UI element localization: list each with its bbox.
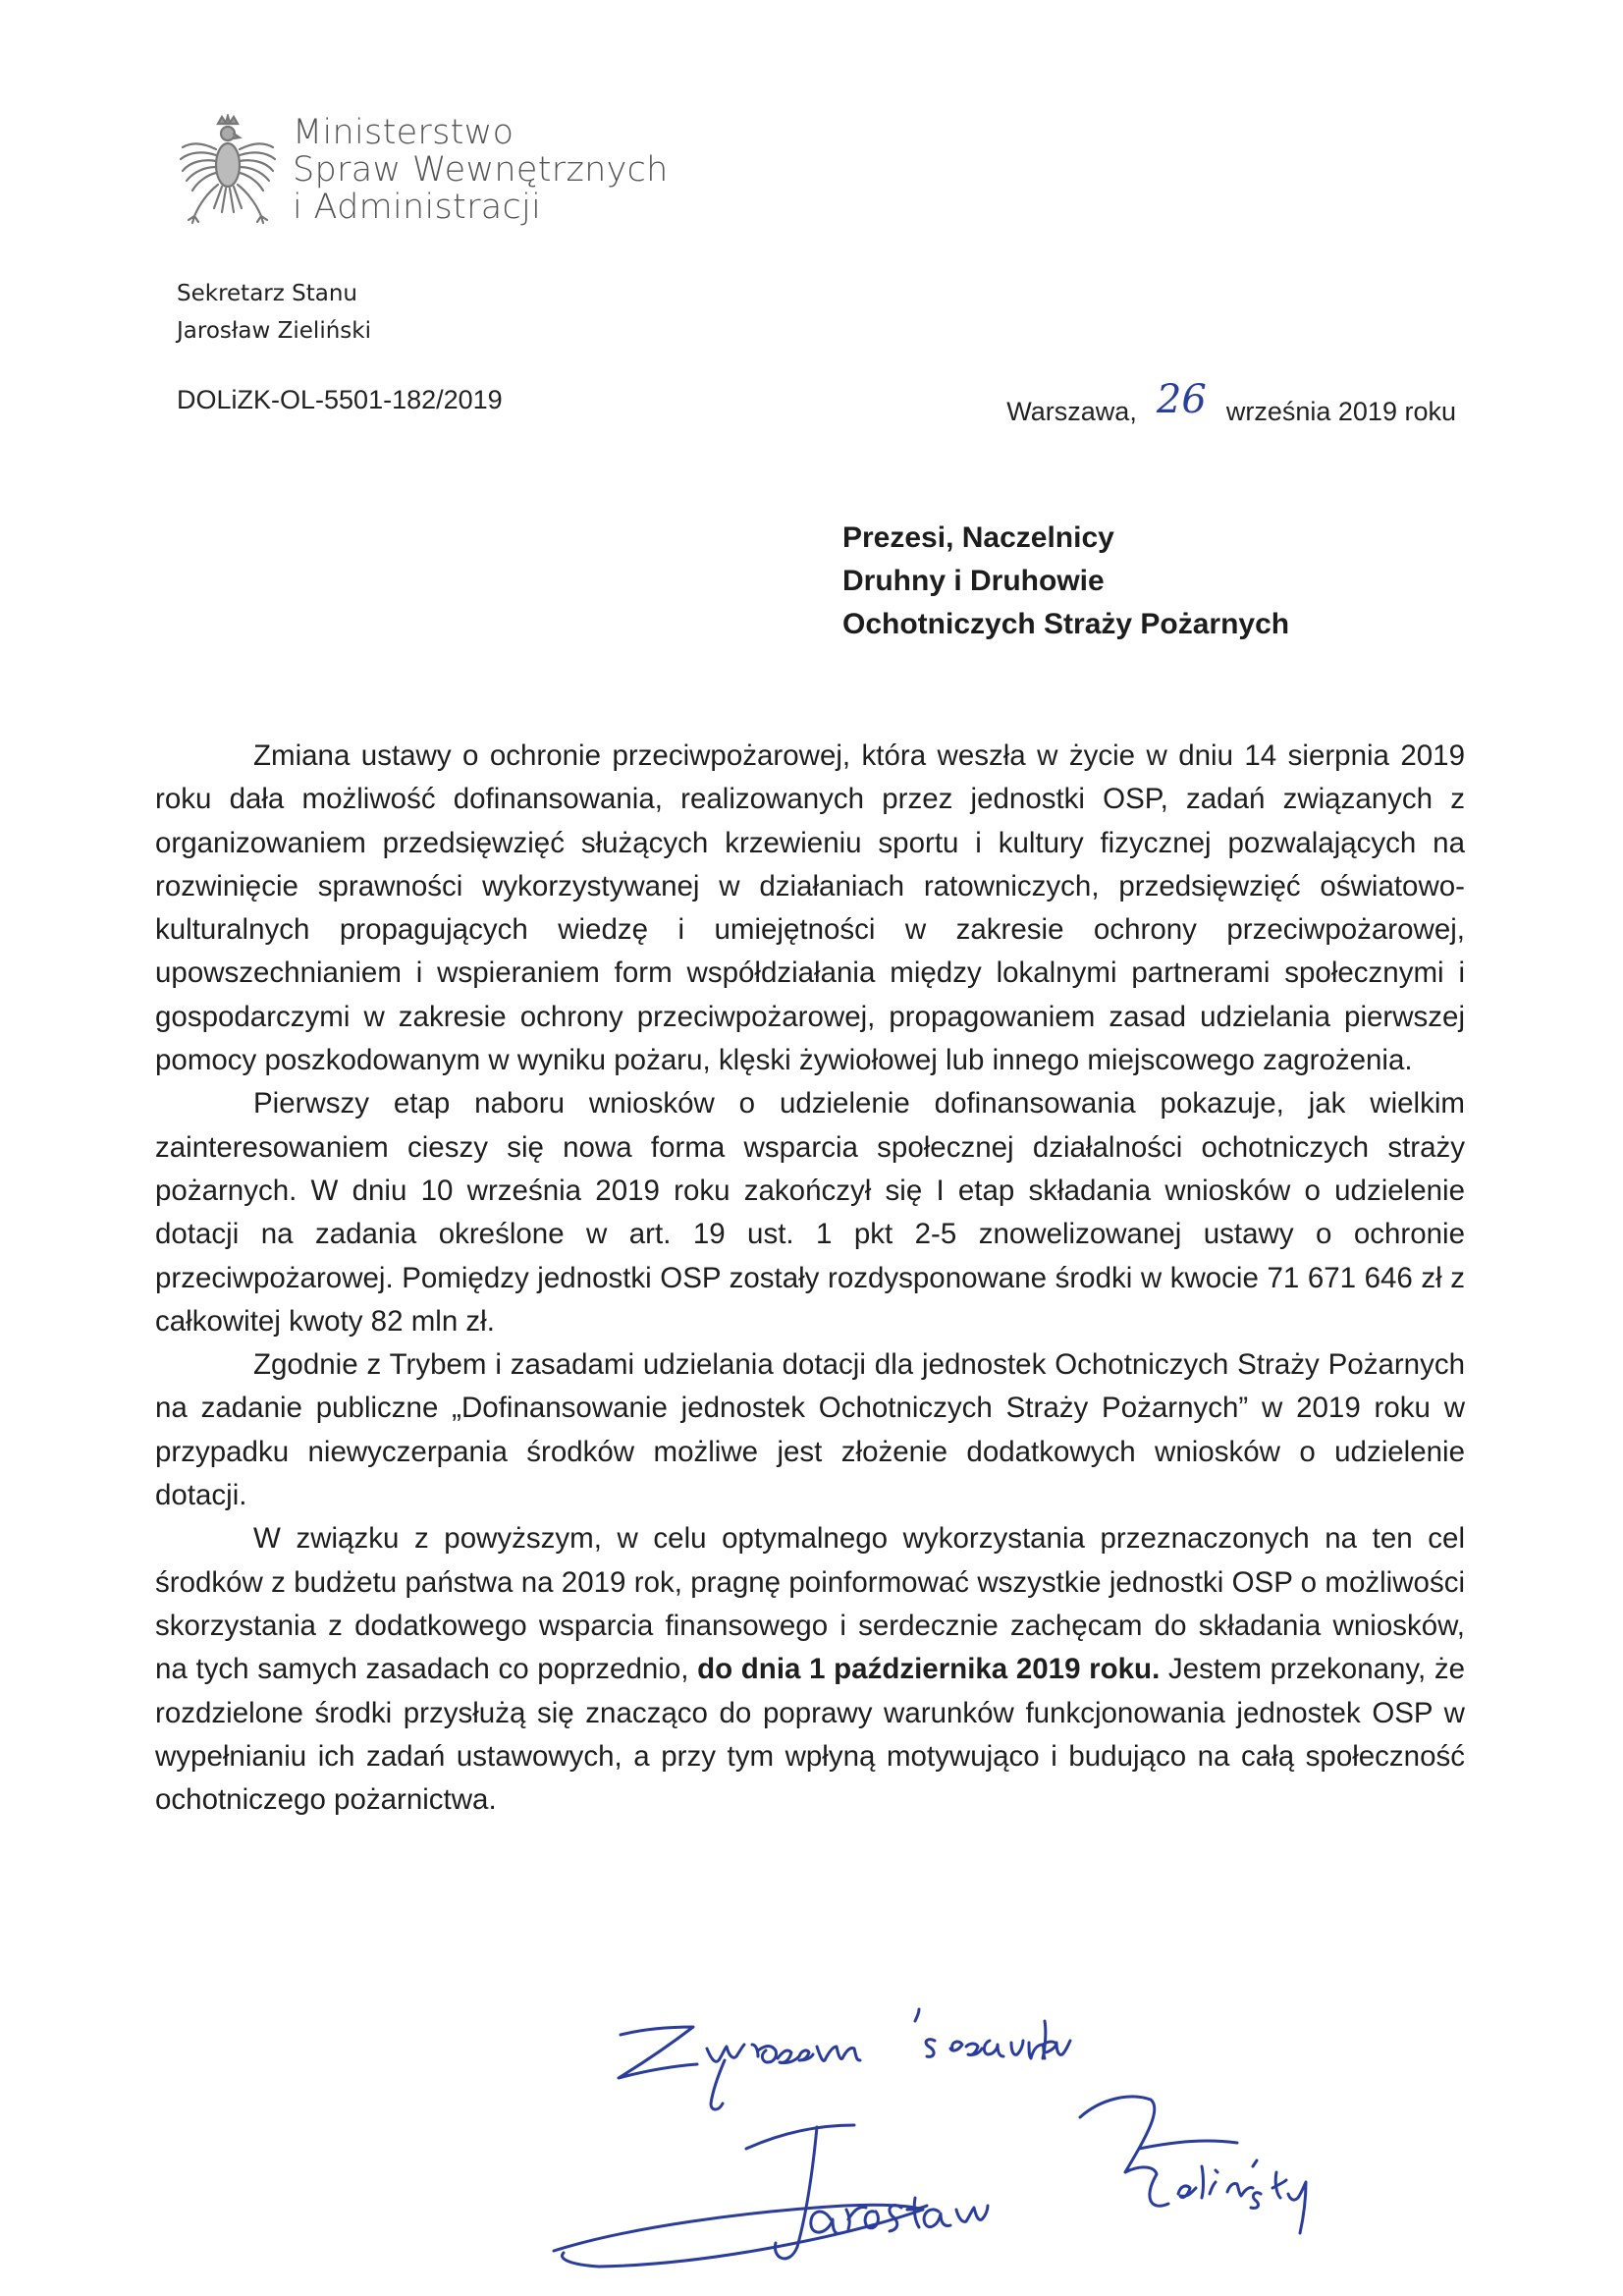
letter-body: [155, 735, 1465, 1822]
sender-block: [177, 275, 371, 350]
letterhead: [175, 114, 669, 236]
body-paragraph-4-start: W związku z powyższym, w celu optymalnego wykorzystania przeznaczonych na ten cel środków z budżetu państwa na 2019 rok, pragnę poinformować wszystkie jednostki OSP o możliwości skorzystania z dodatkowego wsparcia finansowego i serdecznie zachęcam do składania wniosków, na tych samych zasadach co poprzednio,: [155, 1522, 1465, 1686]
date-day-handwritten: 26: [1156, 377, 1207, 422]
recipient-line-2: Druhny i Druhowie: [842, 565, 1105, 597]
sender-title: Sekretarz Stanu: [177, 281, 357, 306]
sender-name: Jarosław Zieliński: [177, 318, 371, 344]
body-paragraph-1: Zmiana ustawy o ochronie przeciwpożarowej, która weszła w życie w dniu 14 sierpnia 2019 roku dała możliwość dofinansowania, realizowanych przez jednostki OSP, zadań związanych z organizowaniem przedsięwzięć służących krzewieniu sportu i kultury fizycznej pozwalających na rozwinięcie sprawności wykorzystywanej w działaniach ratowniczych, przedsięwzięć oświatowo-kulturalnych propagujących wiedzę i umiejętności w zakresie ochrony przeciwpożarowej, upowszechnianiem i wspieraniem form współdziałania między lokalnymi partnerami społecznymi i gospodarczymi w zakresie ochrony przeciwpożarowej, propagowaniem zasad udzielania pierwszej pomocy poszkodowanym w wyniku pożaru, klęski żywiołowej lub innego miejscowego zagrożenia.: [155, 739, 1465, 1077]
handwritten-signature-graphic: [550, 2001, 1492, 2286]
body-paragraph-4: [155, 1517, 1465, 1822]
recipient-line-3: Ochotniczych Straży Pożarnych: [842, 608, 1290, 640]
ministry-name-line-1: Ministerstwo: [293, 113, 514, 152]
reference-line: [177, 377, 1456, 426]
body-paragraph-4-end: Jestem przekonany, że rozdzielone środki przysłużą się znacząco do poprawy warunków funkcjonowania jednostek OSP w wypełnianiu ich zadań ustawowych, a przy tym wpłyną motywująco i budująco na całą społeczność ochotniczego pożarnictwa.: [155, 1653, 1465, 1817]
handwritten-closing: [550, 2001, 1492, 2286]
date-place: Warszawa,: [1006, 397, 1137, 426]
ministry-name-line-2: Spraw Wewnętrznych: [293, 150, 669, 190]
recipients-block: [842, 517, 1289, 646]
date-line: [1006, 377, 1456, 430]
body-paragraph-2: Pierwszy etap naboru wniosków o udzielenie dofinansowania pokazuje, jak wielkim zainteresowaniem cieszy się nowa forma wsparcia społecznej działalności ochotniczych straży pożarnych. W dniu 10 września 2019 roku zakończył się I etap składania wniosków o udzielenie dotacji na zadania określone w art. 19 ust. 1 pkt 2-5 znowelizowanej ustawy o ochronie przeciwpożarowej. Pomiędzy jednostki OSP zostały rozdysponowane środki w kwocie 71 671 646 zł z całkowitej kwoty 82 mln zł.: [155, 1087, 1465, 1338]
ministry-name: [293, 114, 669, 226]
deadline-bold: do dnia 1 października 2019 roku.: [697, 1653, 1161, 1686]
ministry-name-line-3: i Administracji: [293, 188, 542, 227]
body-paragraph-3: Zgodnie z Trybem i zasadami udzielania dotacji dla jednostek Ochotniczych Straży Pożarnych na zadanie publiczne „Dofinansowanie jednostek Ochotniczych Straży Pożarnych” w 2019 roku w przypadku niewyczerpania środków możliwe jest złożenie dodatkowych wniosków o udzielenie dotacji.: [155, 1348, 1465, 1512]
recipient-line-1: Prezesi, Naczelnicy: [842, 521, 1114, 554]
polish-eagle-emblem-icon: [175, 114, 281, 230]
reference-number: DOLiZK-OL-5501-182/2019: [177, 385, 503, 414]
date-month-year: września 2019 roku: [1225, 397, 1456, 426]
